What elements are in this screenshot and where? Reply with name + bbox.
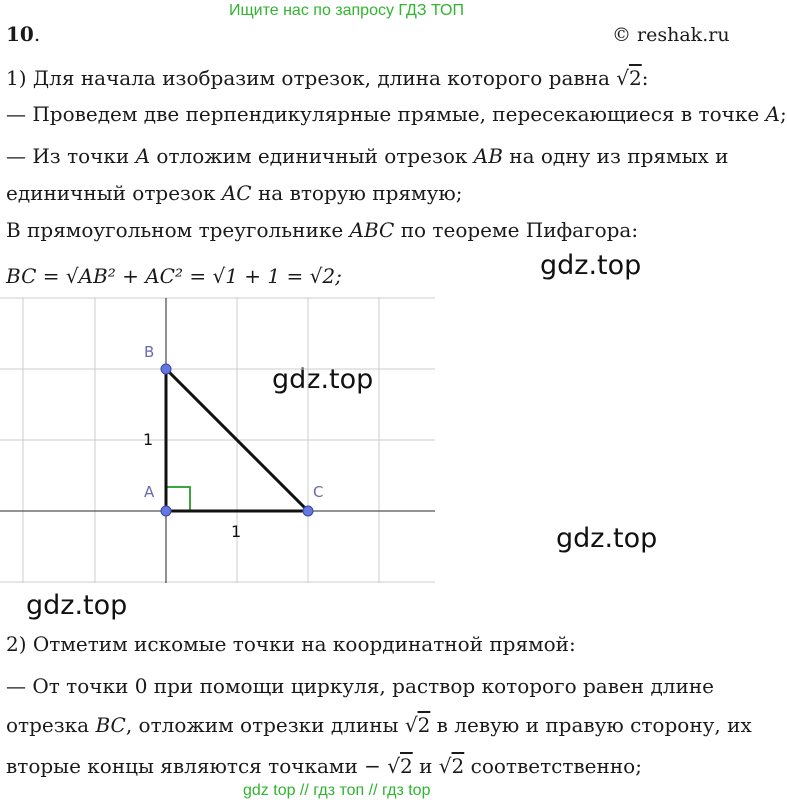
search-banner[interactable]: Ищите нас по запросу ГДЗ ТОП — [229, 2, 464, 19]
side-ac-label: 1 — [231, 522, 242, 541]
part2-line4: вторые концы являются точками − √2 и √2 соответственно; — [6, 754, 642, 778]
part1-line5: В прямоугольном треугольнике ABC по теореме Пифагора: — [6, 218, 639, 242]
watermark: gdz.top — [540, 250, 642, 281]
part1-line3: — Из точки A отложим единичный отрезок AB на одну из прямых и — [6, 144, 729, 168]
label-a: A — [144, 483, 155, 501]
copyright: © reshak.ru — [612, 24, 730, 46]
watermark: gdz.top — [556, 523, 658, 554]
footer-links[interactable]: gdz top // гдз топ // гдз top — [243, 782, 431, 799]
point-c — [303, 506, 313, 516]
watermark: gdz.top — [272, 364, 374, 395]
watermark: gdz.top — [26, 590, 128, 621]
part2-line3: отрезка BC, отложим отрезки длины √2 в левую и правую сторону, их — [6, 713, 752, 737]
grid — [0, 298, 435, 583]
part1-line2: — Проведем две перпендикулярные прямые, пересекающиеся в точке A; — [6, 102, 787, 126]
task-number: 10. — [6, 22, 41, 46]
part1-line4: единичный отрезок AC на вторую прямую; — [6, 181, 463, 205]
point-a — [161, 506, 171, 516]
label-c: C — [313, 483, 324, 501]
part2-line1: 2) Отметим искомые точки на координатной прямой: — [6, 632, 576, 656]
side-ab-label: 1 — [143, 430, 154, 449]
triangle-figure — [0, 298, 435, 583]
part2-line2: — От точки 0 при помощи циркуля, раствор которого равен длине — [6, 674, 714, 698]
pythagoras-formula: BC = √AB² + AC² = √1 + 1 = √2; — [6, 264, 342, 288]
point-b — [161, 364, 171, 374]
label-b: B — [144, 343, 155, 361]
part1-line1: 1) Для начала изобразим отрезок, длина которого равна √2: — [6, 66, 649, 90]
